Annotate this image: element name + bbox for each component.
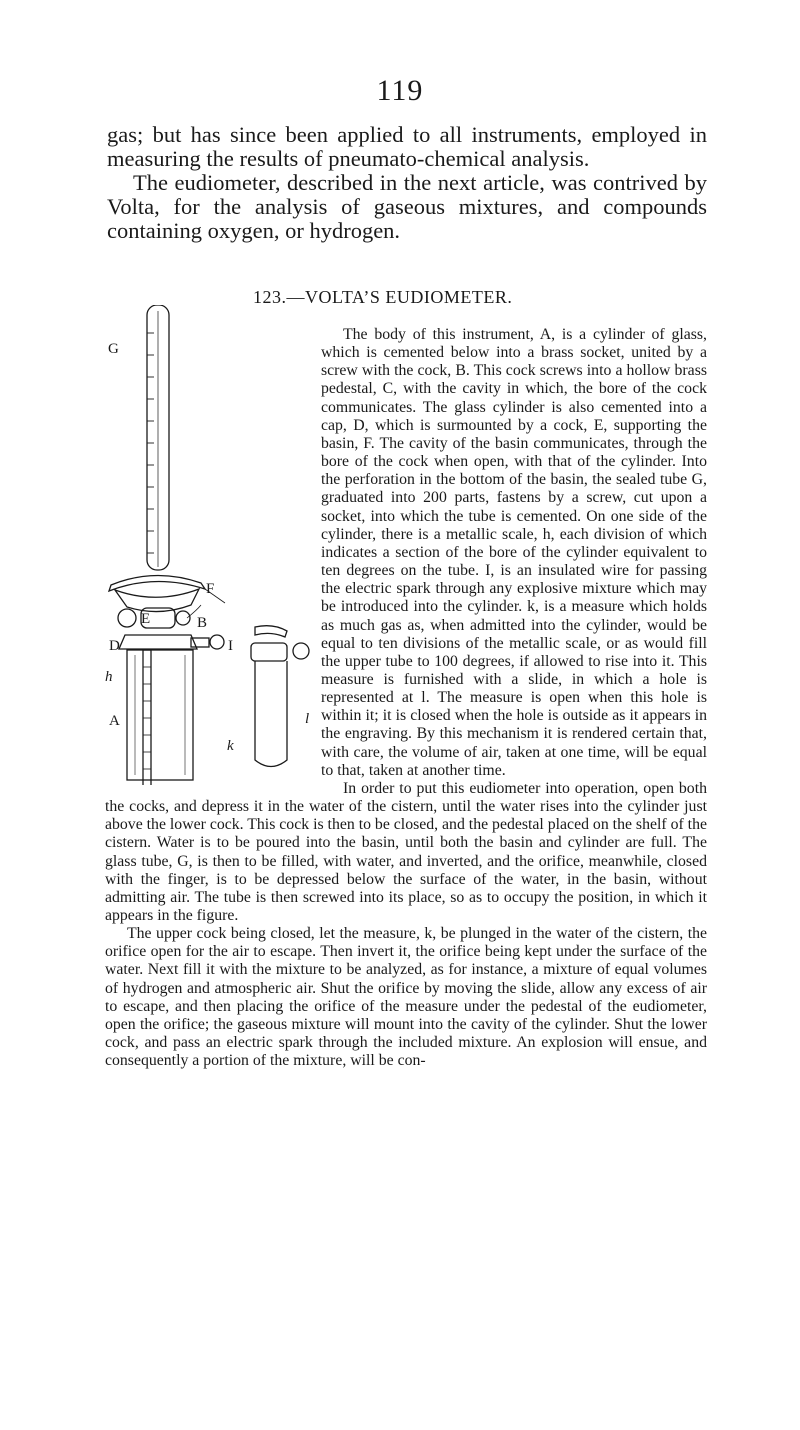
section-title: —VOLTA’S EUDIOMETER.	[286, 287, 513, 307]
section-number: 123.	[253, 287, 287, 307]
label-a: A	[109, 713, 120, 729]
intro-paragraph-2: The eudiometer, described in the next article, was contrived by Volta, for the analysis of gaseous mixtures, and compounds containing oxygen, or hydrogen.	[107, 170, 707, 243]
label-l: l	[305, 711, 310, 727]
label-d: D	[109, 638, 120, 654]
label-f: F	[206, 581, 215, 597]
page-number: 119	[376, 74, 424, 107]
intro-text	[107, 123, 707, 243]
body-paragraph-2: In order to put this eudiometer into operation, open both the cocks, and depress it in the water of the cistern, until the water rises into the cylinder just above the lower cock. This cock is then to be closed, and the pedestal placed on the shelf of the cistern. Water is to be poured into the basin, until both the basin and cylinder are full. The glass tube, G, is then to be filled, with water, and inverted, and the orifice, meanwhile, closed with the finger, is to be depressed below the surface of the water, in the basin, without admitting air. The tube is then screwed into its place, so as to occupy the position, in which it appears in the figure.	[105, 779, 707, 924]
label-i: I	[228, 638, 233, 654]
body-paragraph-3: The upper cock being closed, let the measure, k, be plunged in the water of the cistern, the orifice open for the air to escape. Then invert it, the orifice being kept under the surface of the water. Next fill it with the mixture to be analyzed, as for instance, a mixture of equal volumes of hydrogen and atmospheric air. Shut the orifice by moving the slide, allow any excess of air to escape, and then placing the orifice of the measure under the pedestal of the eudiometer, open the orifice; the gaseous mixture will mount into the cavity of the cylinder. Shut the lower cock, and pass an electric spark through the included mixture. An explosion will ensue, and consequently a portion of the mixture, will be con-	[105, 925, 707, 1070]
label-g: G	[108, 341, 119, 357]
body-paragraph-1: The body of this instrument, A, is a cylinder of glass, which is cemented below into a brass socket, united by a screw with the cock, B. This cock screws into a hollow brass pedestal, C, with the cavity in which, the bore of the cock communicates. The glass cylinder is also cemented into a cap, D, which is surmounted by a cock, E, supporting the basin, F. The cavity of the basin communicates, through the bore of the cock when open, with that of the cylinder. Into the perforation in the bottom of the basin, the sealed tube G, graduated into 200 parts, fastens by a screw, cut upon a socket, into which the tube is cemented. On one side of the cylinder, there is a metallic scale, h, each division of which indicates a section of the bore of the cylinder equivalent to ten degrees on the tube. I, is an insulated wire for passing the electric spark through any explosive mixture which may be introduced into the cylinder. k, is a measure which holds as much gas as, when admitted into the cylinder, would be equal to ten divisions of the metallic scale, or as would fill the upper tube to 100 degrees, if allowed to rise into it. This measure is furnished with a slide, in which a hole is represented at l. The measure is open when this hole is within it; it is closed when the hole is outside as it appears in the engraving. By this mechanism it is rendered certain that, with care, the volume of air, taken at one time, will be equal to that, taken at another time.	[321, 326, 707, 779]
label-h: h	[105, 669, 113, 685]
label-k: k	[227, 738, 234, 754]
label-b-upper: B	[197, 615, 208, 631]
intro-paragraph-1: gas; but has since been applied to all instruments, employed in measuring the results of pneumato-chemical analysis.	[107, 122, 707, 171]
label-e: E	[141, 611, 151, 627]
figure-spacer	[105, 326, 321, 784]
article-body	[105, 326, 707, 1070]
